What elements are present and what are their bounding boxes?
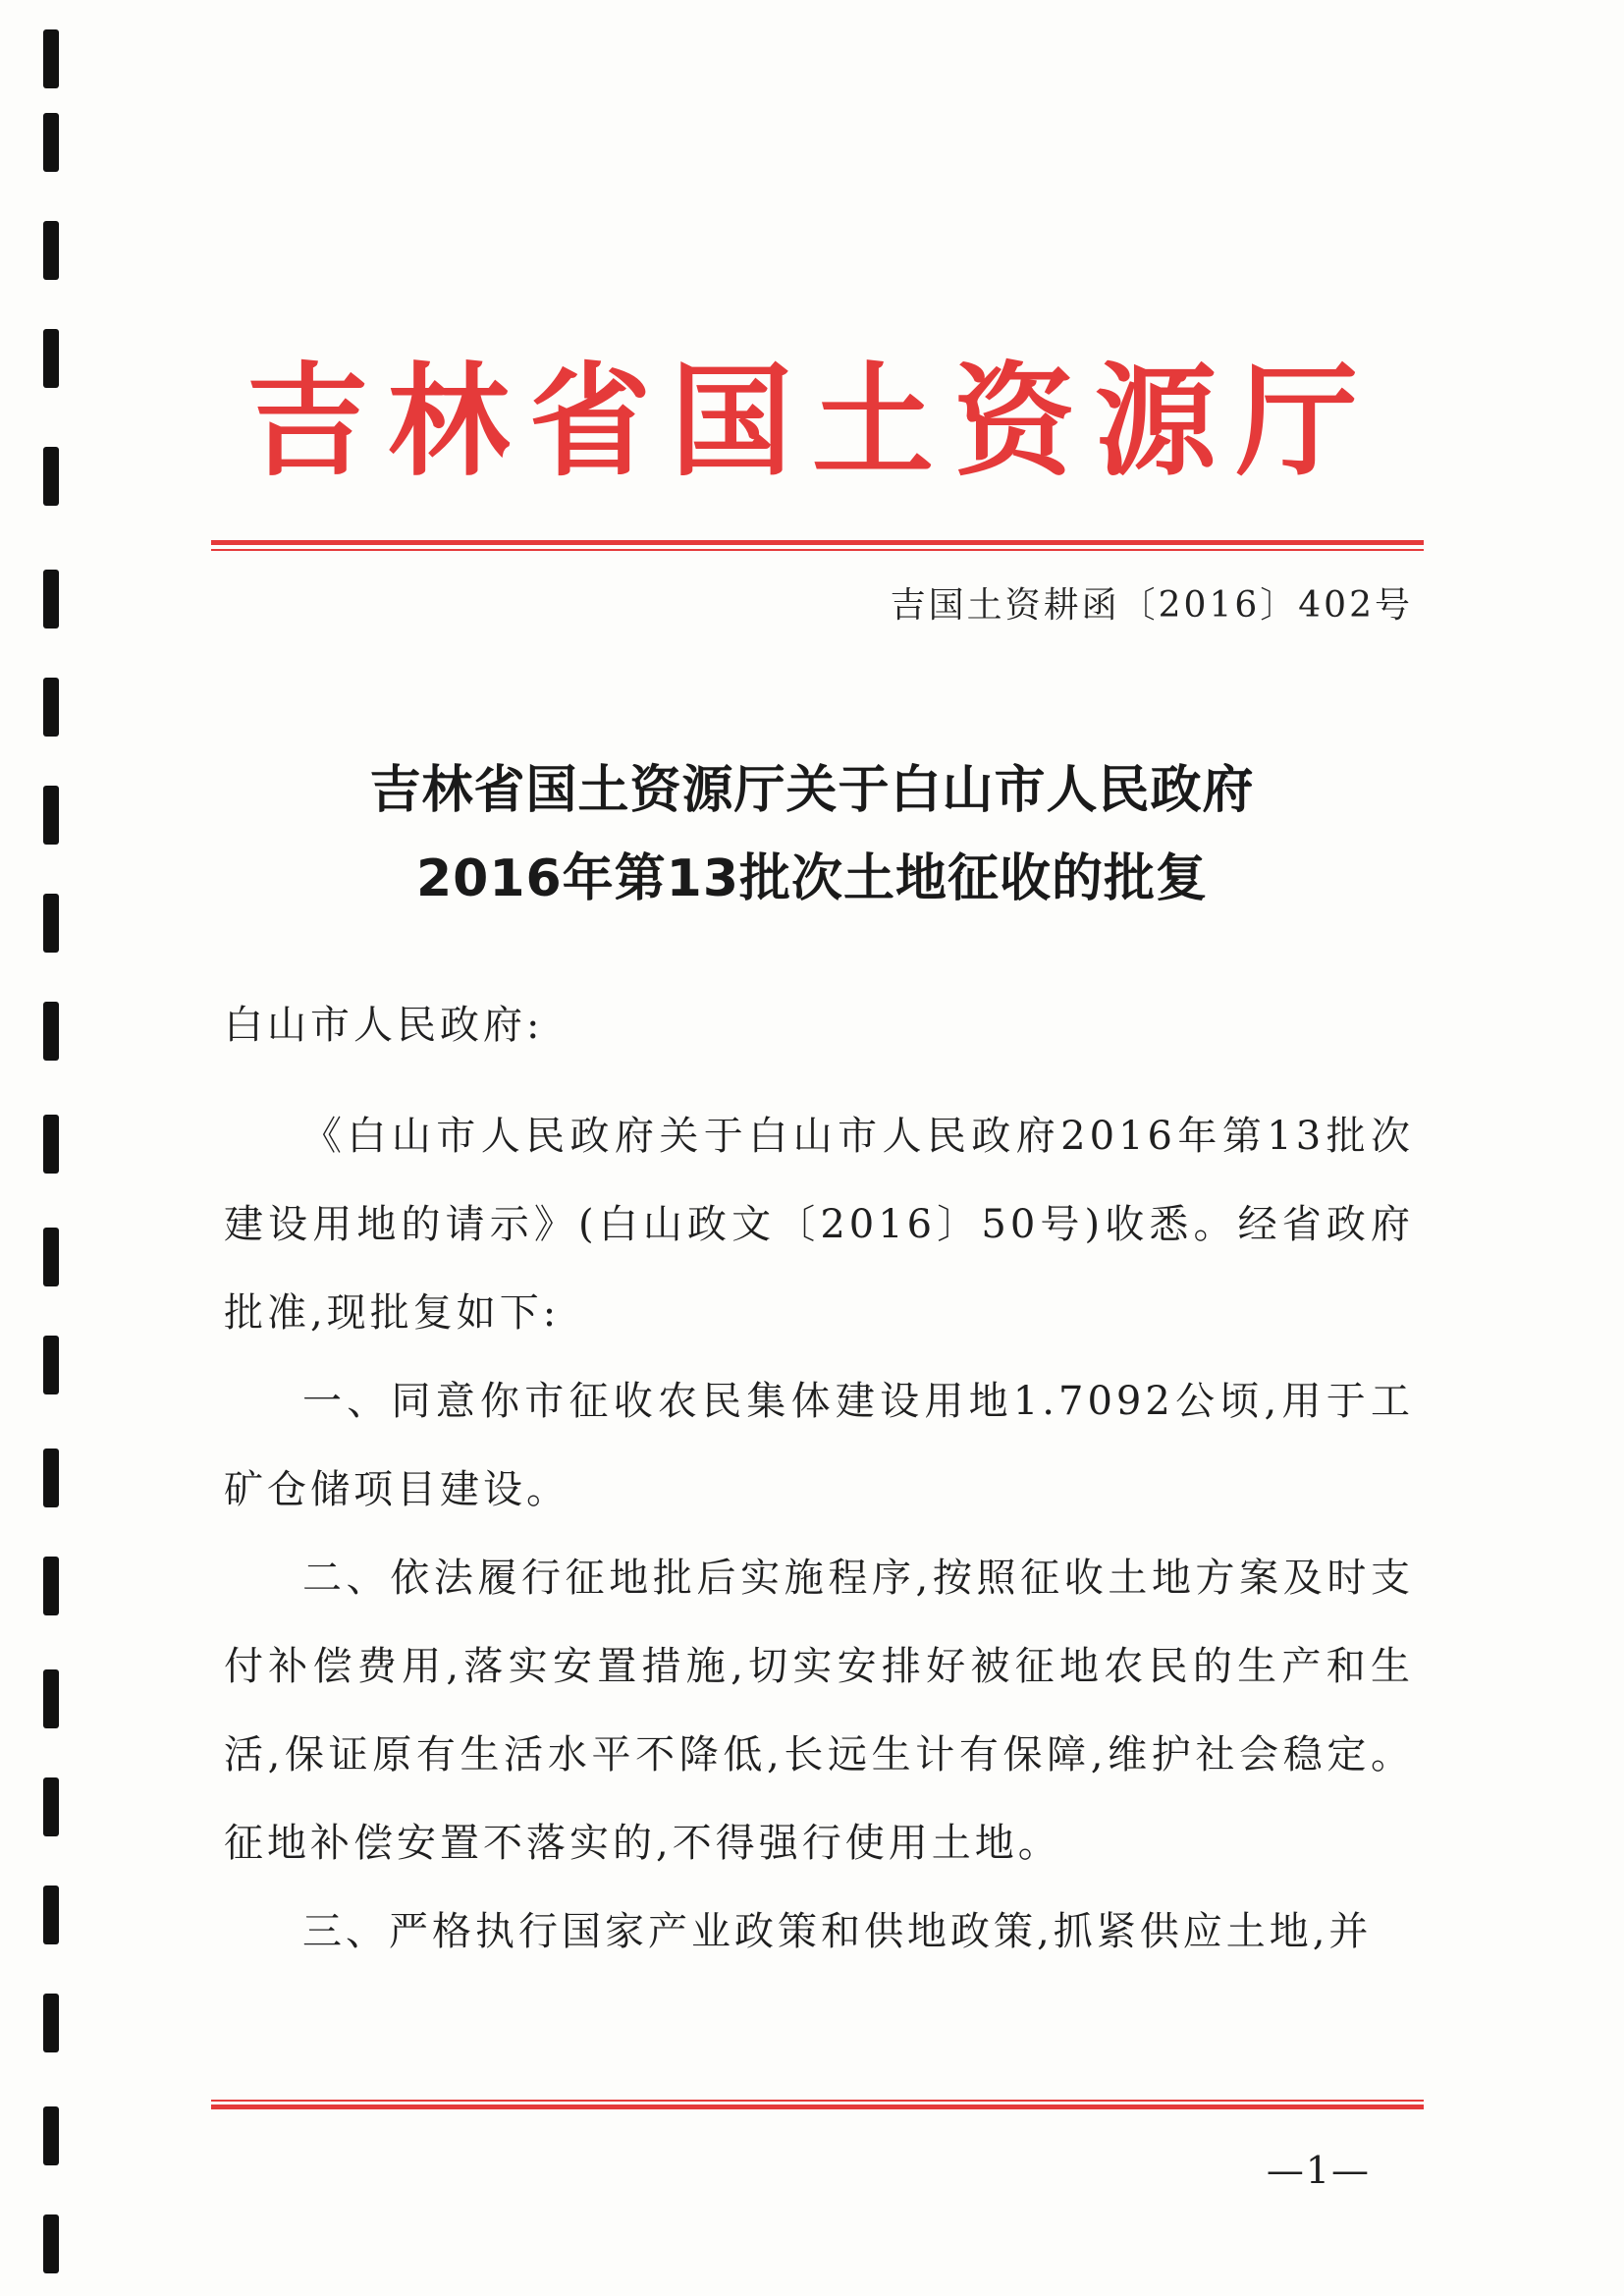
binding-mark xyxy=(43,1886,59,1944)
binding-mark xyxy=(43,1669,59,1728)
document-title-line1: 吉林省国土资源厅关于白山市人民政府 xyxy=(369,761,1255,820)
footer-divider xyxy=(211,2100,1424,2111)
binding-mark xyxy=(43,1002,59,1061)
binding-mark xyxy=(43,2214,59,2273)
binding-mark xyxy=(43,1777,59,1836)
binding-mark xyxy=(43,1115,59,1174)
document-title-line2: 2016年第13批次土地征收的批复 xyxy=(415,849,1209,908)
binding-mark xyxy=(43,2106,59,2165)
binding-mark xyxy=(43,570,59,629)
body-paragraph: 《白山市人民政府关于白山市人民政府2016年第13批次建设用地的请示》(白山政文〔2016〕50号)收悉。经省政府批准,现批复如下: xyxy=(224,1114,1414,1336)
page-number: —1— xyxy=(1266,2149,1371,2192)
binding-mark xyxy=(43,1557,59,1615)
binding-mark xyxy=(43,221,59,280)
binding-mark xyxy=(43,113,59,172)
document-number: 吉国土资耕函〔2016〕402号 xyxy=(890,585,1413,626)
binding-mark xyxy=(43,678,59,737)
binding-mark xyxy=(43,29,59,88)
salutation: 白山市人民政府: xyxy=(224,1003,544,1048)
body-paragraph: 一、同意你市征收农民集体建设用地1.7092公顷,用于工矿仓储项目建设。 xyxy=(224,1379,1414,1512)
binding-mark xyxy=(43,1449,59,1507)
document-body xyxy=(224,1092,1414,1976)
binding-mark xyxy=(43,1336,59,1394)
body-paragraph: 二、依法履行征地批后实施程序,按照征收土地方案及时支付补偿费用,落实安置措施,切实安排好被征地农民的生产和生活,保证原有生活水平不降低,长远生计有保障,维护社会稳定。征地补偿安置不落实的,不得强行使用土地。 xyxy=(224,1556,1414,1866)
binding-mark xyxy=(43,1994,59,2052)
binding-mark xyxy=(43,1228,59,1286)
body-paragraph: 三、严格执行国家产业政策和供地政策,抓紧供应土地,并 xyxy=(302,1909,1373,1954)
masthead-divider xyxy=(211,540,1424,552)
masthead-org-name: 吉林省国土资源厅 xyxy=(245,351,1378,493)
